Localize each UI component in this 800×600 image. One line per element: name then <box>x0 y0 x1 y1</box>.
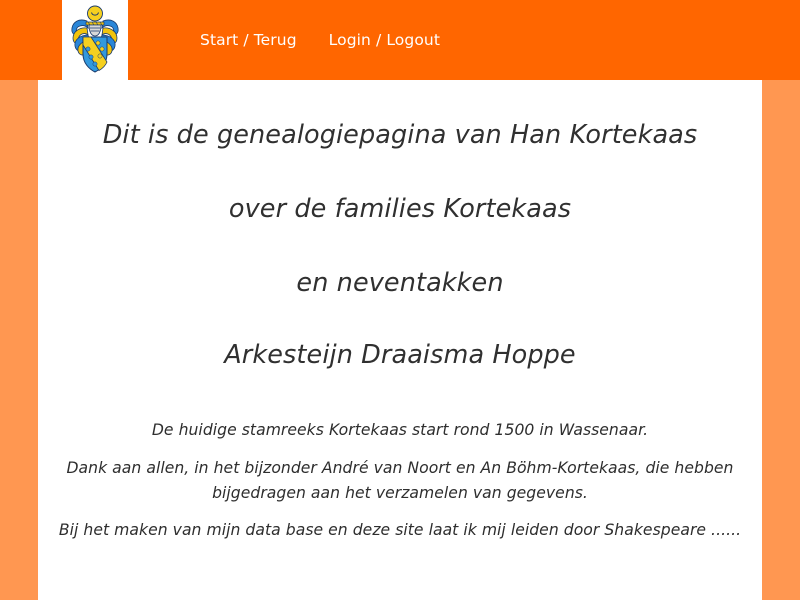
page-title-line-3: en neventakken <box>296 268 504 299</box>
right-side-column <box>762 80 800 600</box>
left-side-column <box>0 80 38 600</box>
heading-block <box>38 80 762 370</box>
nav-link-login-logout[interactable]: Login / Logout <box>328 31 441 49</box>
logo-container[interactable] <box>62 0 128 80</box>
body-text-block <box>38 370 762 549</box>
paragraph-stamreeks: De huidige stamreeks Kortekaas start rond 1500 in Wassenaar. <box>151 421 649 440</box>
main-navigation <box>196 0 444 80</box>
paragraph-acknowledgements: Dank aan allen, in het bijzonder André van Noort en An Böhm-Kortekaas, die hebben bijgedragen aan het verzamelen van gegevens. <box>66 458 734 502</box>
coat-of-arms-icon <box>67 4 123 76</box>
page-title-line-4: Arkesteijn Draaisma Hoppe <box>224 340 576 371</box>
paragraph-shakespeare: Bij het maken van mijn data base en deze site laat ik mij leiden door Shakespeare ...... <box>58 521 742 540</box>
main-content <box>38 80 762 600</box>
site-header <box>0 0 800 80</box>
nav-link-start-terug[interactable]: Start / Terug <box>200 31 297 49</box>
page-title-line-1: Dit is de genealogiepagina van Han Kortekaas <box>102 120 698 150</box>
page-title-line-2: over de families Kortekaas <box>228 194 572 225</box>
